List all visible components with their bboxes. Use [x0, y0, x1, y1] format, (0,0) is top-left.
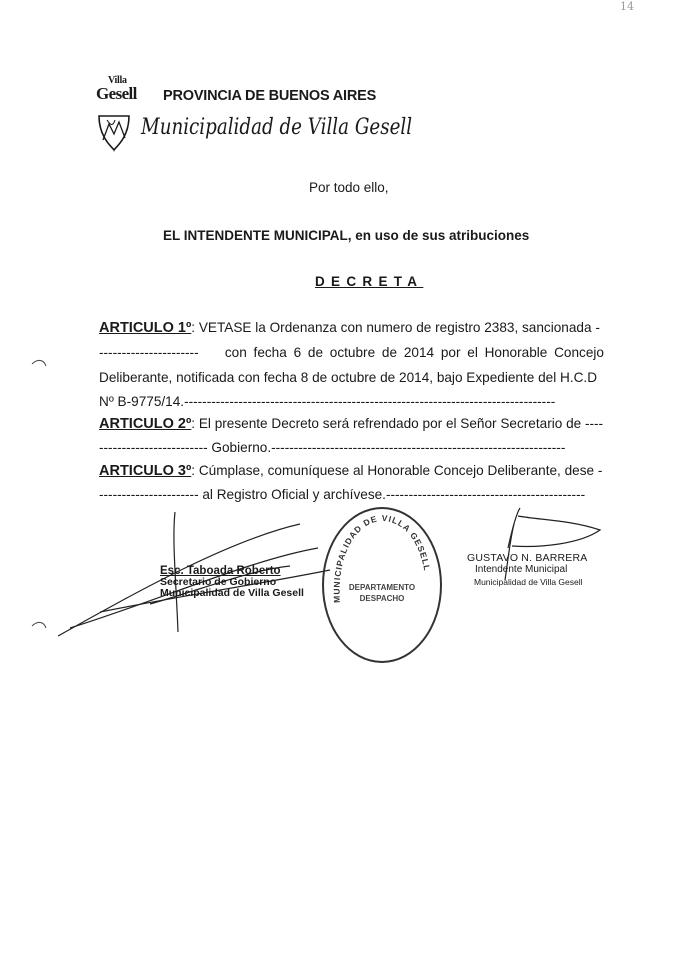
article-3-line-2: ---------------------- al Registro Oficial y archívese.--------------------------------------------: [99, 487, 586, 502]
municipality-heading: Municipalidad de Villa Gesell: [141, 115, 413, 140]
article-1-text-2: con fecha 6 de octubre de 2014 por el Honorable Concejo: [224, 345, 604, 360]
margin-marks: [32, 360, 46, 628]
article-3-label: ARTICULO 3º: [99, 463, 192, 479]
intendente-bold: EL INTENDENTE MUNICIPAL: [163, 228, 348, 243]
secretary-name: Esc. Taboada Roberto: [160, 565, 281, 577]
article-2-label: ARTICULO 2º: [99, 416, 192, 432]
secretary-title: Secretario de Gobierno: [160, 576, 277, 588]
signature-secretary: [160, 566, 304, 599]
article-1-dashes: ----------------------: [99, 345, 199, 360]
article-1-line-4: Nº B-9775/14.----------------------------------------------------------------------------------: [99, 394, 556, 409]
intendente-org: Municipalidad de Villa Gesell: [474, 577, 583, 587]
province-heading: PROVINCIA DE BUENOS AIRES: [163, 88, 377, 104]
intendente-name: GUSTAVO N. BARRERA: [467, 552, 588, 564]
article-1-line-3: Deliberante, notificada con fecha 8 de octubre de 2014, bajo Expediente del H.C.D: [99, 370, 598, 385]
stamp-line-2: DESPACHO: [359, 594, 405, 603]
corner-page-mark: 14: [620, 0, 634, 13]
signature-intendente: [467, 552, 587, 588]
article-2-line-2: ------------------------ Gobierno.-----------------------------------------------------------------: [99, 440, 566, 455]
article-2-text-1: : El presente Decreto será refrendado por el Señor Secretario de ----: [191, 416, 604, 431]
logo-text-gesell: Gesell: [96, 84, 137, 103]
decreta-heading: DECRETA: [315, 274, 424, 289]
stamp-arc-text: MUNICIPALIDAD DE VILLA GESELL: [331, 512, 433, 604]
stamp-department: [340, 582, 424, 604]
intendente-title: Intendente Municipal: [475, 564, 568, 575]
logo-text-villa: Villa: [108, 75, 127, 86]
intro-text: Por todo ello,: [309, 180, 389, 195]
secretary-org: Municipalidad de Villa Gesell: [160, 587, 304, 599]
stamp-line-1: DEPARTAMENTO: [348, 583, 416, 592]
intendente-rest: , en uso de sus atribuciones: [347, 228, 530, 243]
article-1-text-1: : VETASE la Ordenanza con numero de registro 2383, sancionada -: [191, 320, 600, 335]
article-1-label: ARTICULO 1º: [99, 320, 192, 336]
article-3-text-1: : Cúmplase, comuníquese al Honorable Concejo Deliberante, dese -: [191, 463, 603, 478]
